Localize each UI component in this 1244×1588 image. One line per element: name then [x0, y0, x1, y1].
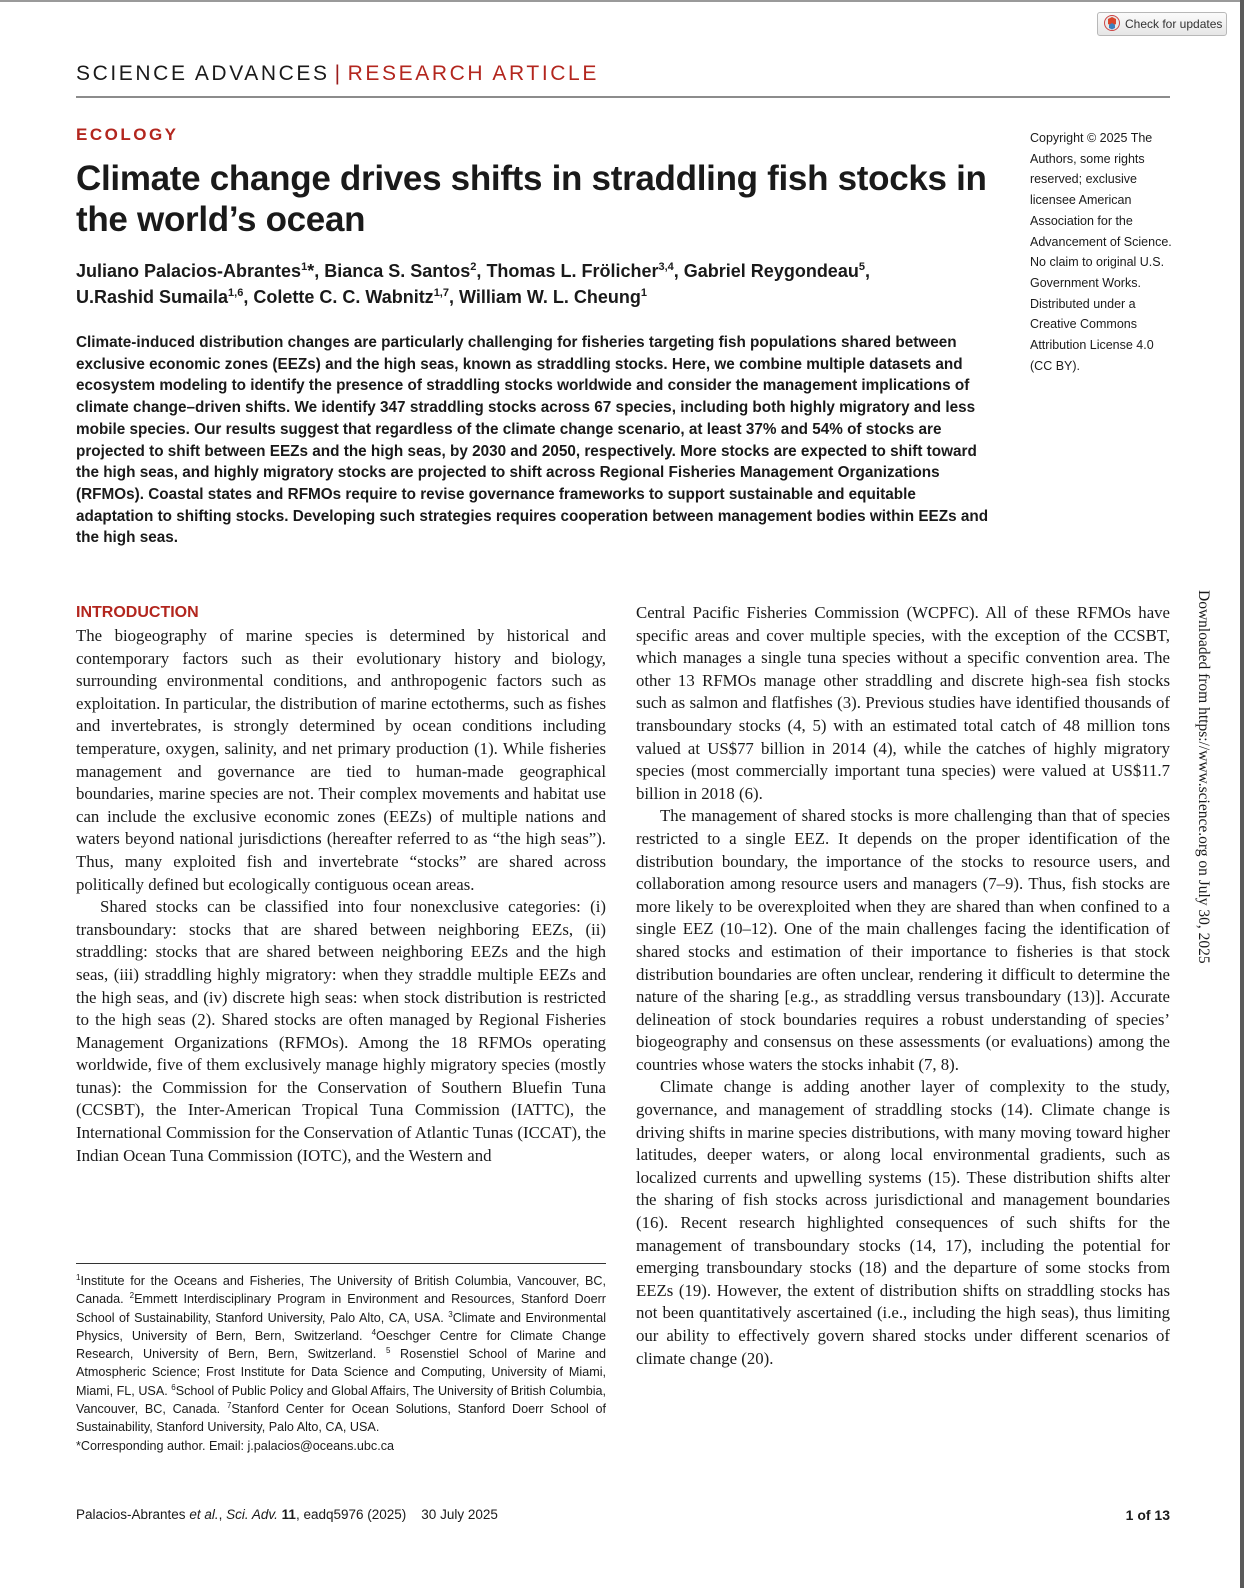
author-name[interactable]: Colette C. C. Wabnitz — [253, 287, 434, 307]
journal-header — [76, 62, 599, 86]
affiliation-number: 4 — [371, 1327, 377, 1337]
affiliations — [76, 1272, 606, 1437]
footnote-rule — [76, 1263, 606, 1264]
check-for-updates-button[interactable] — [1097, 12, 1227, 36]
affiliation-number: 3 — [448, 1309, 453, 1319]
author-affiliation-marker: 1 — [640, 287, 647, 299]
author-name[interactable]: Juliano Palacios-Abrantes — [76, 261, 302, 281]
author-affiliation-marker: 1 — [301, 261, 308, 273]
author-affiliation-marker: 3,4 — [658, 261, 674, 273]
download-notice: Downloaded from https://www.science.org on July 30, 2025 — [1195, 590, 1212, 964]
author-separator: , — [243, 287, 254, 307]
footer-article-id: , eadq5976 (2025) — [295, 1507, 407, 1522]
author-separator: , — [476, 261, 487, 281]
article-title: Climate change drives shifts in straddling fish stocks in the world’s ocean — [76, 159, 987, 239]
footer-date: 30 July 2025 — [421, 1507, 498, 1522]
page-number: 1 of 13 — [1125, 1507, 1170, 1523]
author-name[interactable]: Bianca S. Santos — [324, 261, 471, 281]
article-type: RESEARCH ARTICLE — [347, 62, 599, 85]
author-affiliation-marker: 2 — [470, 261, 477, 273]
introduction-heading: INTRODUCTION — [76, 604, 199, 621]
author-name[interactable]: Gabriel Reygondeau — [683, 261, 859, 281]
corresponding-marker: * — [307, 261, 315, 281]
left-column — [76, 602, 606, 1167]
author-name[interactable]: Thomas L. Frölicher — [486, 261, 659, 281]
body-paragraph: The management of shared stocks is more challenging than that of species restricted to a single EEZ. It depends on the proper identification of the distribution boundary, the importance of the stocks to resource users, and collaboration among resource users and managers (7–9). Thus, fish stocks are more likely to be overexploited when they are shared than when confined to a single EEZ (10–12). One of the main challenges facing the identification of shared stocks and estimation of their importance to fisheries is that stock distribution boundaries are often unclear, rendering it difficult to determine the nature of the sharing [e.g., as straddling versus transboundary (13)]. Accurate delineation of stock boundaries requires a robust understanding of species’ biogeography and consensus on these assessments (or evaluations) among the countries whose waters the stocks inhabit (7, 8). — [636, 806, 1170, 1074]
corresponding-author[interactable]: *Corresponding author. Email: j.palacios@oceans.ubc.ca — [76, 1438, 395, 1453]
affiliation-text: Institute for the Oceans and Fisheries, The University of British Columbia, Vancouver, BC, Canada. — [76, 1274, 606, 1307]
journal-name: SCIENCE ADVANCES — [76, 62, 330, 85]
citation-footer: Palacios-Abrantes et al., Sci. Adv. 11, eadq5976 (2025) 30 July 2025 — [76, 1507, 498, 1522]
author-separator: , — [864, 261, 870, 281]
affiliation-text: Climate and Environmental Physics, University of Bern, Bern, Switzerland. — [76, 1310, 606, 1343]
page-edge — [1240, 0, 1244, 1588]
footer-et-al: et al. — [189, 1507, 219, 1522]
affiliation-text: School of Public Policy and Global Affairs, The University of British Columbia, Vancouver, BC, Canada. — [76, 1383, 606, 1417]
affiliation-number: 5 — [385, 1346, 391, 1355]
affiliation-number: 7 — [226, 1400, 232, 1410]
affiliation-number: 6 — [171, 1382, 176, 1392]
header-separator: | — [334, 62, 343, 85]
right-column — [636, 602, 1170, 1370]
affiliation-number: 1 — [76, 1272, 81, 1282]
section-label: ECOLOGY — [76, 125, 179, 144]
body-paragraph: Shared stocks can be classified into four nonexclusive categories: (i) transboundary: stocks that are shared between neighboring EEZs, (ii) straddling: stocks that are shared between neighboring EEZs and the high seas, (iii) straddling highly migratory: when they straddle multiple EEZs and the high seas, and (iv) discrete high seas: when stock distribution is restricted to the high seas (2). Shared stocks are often managed by Regional Fisheries Management Organizations (RFMOs). Among the 18 RFMOs operating worldwide, five of them exclusively manage highly migratory species (mostly tunas): the Commission for the Conservation of Southern Bluefin Tuna (CCSBT), the Inter-American Tropical Tuna Commission (IATTC), the International Commission for the Conservation of Atlantic Tunas (ICCAT), the Indian Ocean Tuna Commission (IOTC), and the Western and — [76, 897, 606, 1165]
footer-authors: Palacios-Abrantes — [76, 1507, 186, 1522]
author-affiliation-marker: 1,7 — [433, 287, 449, 299]
author-name[interactable]: U.Rashid Sumaila — [76, 287, 229, 307]
body-paragraph: The biogeography of marine species is determined by historical and contemporary factors such as their evolutionary history and biology, surrounding environmental conditions, and anthropogenic factors such as exploitation. In particular, the distribution of marine ectotherms, such as fishes and invertebrates, is strongly determined by ocean conditions including temperature, oxygen, salinity, and net primary production (1). While fisheries management and governance are tied to human-made geographical boundaries, marine species are not. Their complex movements and habitat use can include the exclusive economic zones (EEZs) of multiple nations and waters beyond national jurisdictions (hereafter referred to as “the high seas”). Thus, many exploited fish and invertebrate “stocks” are shared across politically defined but ecologically contiguous ocean areas. — [76, 626, 606, 894]
header-rule — [76, 96, 1170, 98]
author-separator: , — [673, 261, 684, 281]
top-rule — [0, 0, 1244, 2]
author-separator: , — [314, 261, 325, 281]
footer-volume: 11 — [281, 1507, 296, 1522]
affiliation-text: Oeschger Centre for Climate Change Research, University of Bern, Bern, Switzerland. — [76, 1328, 606, 1362]
author-list — [76, 258, 1006, 310]
affiliation-number: 2 — [129, 1291, 135, 1301]
affiliation-text: Stanford Center for Ocean Solutions, Stanford Doerr School of Sustainability, Stanford University, Palo Alto, CA, USA. — [76, 1402, 606, 1435]
crossmark-icon — [1104, 15, 1120, 34]
author-affiliation-marker: 1,6 — [228, 287, 244, 299]
footer-journal: Sci. Adv. — [226, 1507, 278, 1522]
author-name[interactable]: William W. L. Cheung — [459, 287, 641, 307]
copyright-notice: Copyright © 2025 The Authors, some rights reserved; exclusive licensee American Association for the Advancement of Science. No claim to original U.S. Government Works. Distributed under a Creative Commons Attribution License 4.0 (CC BY). — [1030, 131, 1172, 373]
body-paragraph: Climate change is adding another layer of complexity to the study, governance, and management of straddling stocks (14). Climate change is driving shifts in marine species distributions, with many moving toward higher latitudes, deeper waters, or along local environmental gradients, such as localized currents and upwelling systems (15). These distribution shifts alter the sharing of fish stocks across jurisdictional and management boundaries (16). Recent research highlighted consequences of such shifts for the management of transboundary stocks (14, 17), including the potential for emerging transboundary stocks (18) and the departure of some stocks from EEZs (19). However, the extent of distribution shifts on straddling stocks has not been quantitatively ascertained (i.e., including the high seas), thus limiting our ability to effectively govern shared stocks under different scenarios of climate change (20). — [636, 1077, 1170, 1368]
abstract: Climate-induced distribution changes are particularly challenging for fisheries targeting fish populations shared between exclusive economic zones (EEZs) and the high seas, known as straddling stocks. Here, we combine multiple datasets and ecosystem modeling to identify the presence of straddling stocks worldwide and consider the management implications of climate change–driven shifts. We identify 347 straddling stocks across 67 species, including both highly migratory and less mobile species. Our results suggest that regardless of the climate change scenario, at least 37% and 54% of stocks are projected to shift between EEZs and the high seas, by 2030 and 2050, respectively. More stocks are expected to shift toward the high seas, and highly migratory stocks are projected to shift across Regional Fisheries Management Organizations (RFMOs). Coastal states and RFMOs require to revise governance frameworks to support sustainable and equitable adaptation to shifting stocks. Developing such strategies requires cooperation between management bodies within EEZs and the high seas. — [76, 334, 989, 547]
author-separator: , — [448, 287, 459, 307]
footnotes — [76, 1272, 606, 1455]
author-affiliation-marker: 5 — [858, 261, 865, 273]
check-for-updates-label: Check for updates — [1125, 17, 1223, 31]
body-paragraph: Central Pacific Fisheries Commission (WCPFC). All of these RFMOs have specific areas and cover multiple species, with the exception of the CCSBT, which manages a single tuna species without a specific convention area. The other 13 RFMOs manage other straddling and discrete high-sea fish stocks such as salmon and flatfishes (3). Previous studies have identified thousands of transboundary stocks (4, 5) with an estimated total catch of 48 million tons valued at US$77 billion in 2014 (4), while the catches of highly migratory species (most commercially important tuna species) were valued at US$11.7 billion in 2018 (6). — [636, 603, 1170, 803]
affiliation-text: Rosenstiel School of Marine and Atmospheric Science; Frost Institute for Data Science and Computing, University of Miami, Miami, FL, USA. — [76, 1347, 606, 1398]
affiliation-text: Emmett Interdisciplinary Program in Environment and Resources, Stanford Doerr School of Sustainability, Stanford University, Palo Alto, CA, USA. — [76, 1292, 606, 1325]
